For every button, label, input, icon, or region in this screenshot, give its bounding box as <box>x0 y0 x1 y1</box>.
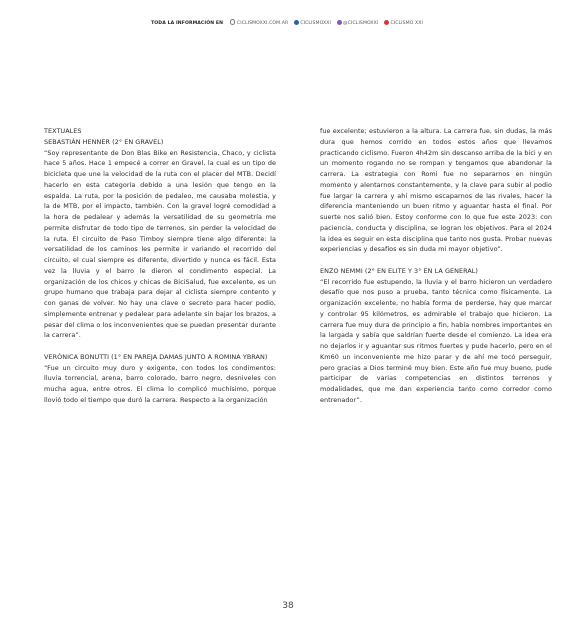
header-lead: TODA LA INFORMACIÓN EN <box>151 20 224 26</box>
interview-quote-bonutti-continued: fue excelente; estuvieron a la altura. La carrera fue, sin dudas, la más dura que hemos corrido en todos estos años que llevamos practicando ciclismo. Fueron 4h42m sin descanso arriba de la bici y en un momento rogando no se rompan y tengamos que abandonar la carrera. La estrategia con Romi fue no separarnos en ningún momento y alentarnos constantemente, y la clave para subir al podio fue largar la carrera y ahí mismo escaparnos de las rivales, hacer la diferencia manteniendo un buen ritmo y aguantar hasta el final. Por suerte nos salió bien. Estoy conforme con lo que fue este 2023: con paciencia, conducta y disciplina, se logran los objetivos. Para el 2024 la idea es seguir en esta disciplina que tanto nos gusta. Probar nuevas experiencias y desafíos es sin duda mi mayor objetivo”. <box>320 127 552 254</box>
interview-heading-nemmi: ENZO NEMMI (2° EN ELITE Y 3° EN LA GENERAL) <box>320 266 478 275</box>
interview-heading-bonutti: VERÓNICA BONUTTI (1° EN PAREJA DAMAS JUNTO A ROMINA YBRAN) <box>44 352 268 361</box>
header-youtube-link[interactable] <box>384 21 423 26</box>
youtube-icon <box>384 20 389 25</box>
page-number: 38 <box>282 601 294 611</box>
facebook-icon <box>294 20 299 25</box>
header-instagram-text: @CICLISMOXXI <box>343 20 379 26</box>
interview-quote-henner: “Soy representante de Don Blas Bike en Resistencia, Chaco, y ciclista hace 5 años. Hace 1 empecé a correr en Gravel, la cual es un tipo de bicicleta que une la velocidad de la ruta con el placer del MTB. Decidí hacerlo en esta categoría debido a una lesión que tengo en la espalda. La ruta, por la posición de pedaleo, me causaba molestia, y la de MTB, por el impacto, también. Con la gravel logré comodidad a la hora de pedalear y además la versatilidad de su geometría me permite disfrutar de todo tipo de terrenos, sin perder la velocidad de la ruta. El circuito de Paso Timboy siempre tiene algo diferente: la versatilidad de los caminos les permite ir variando el recorrido del circuito, el cual siempre es diferente, divertido y nunca es fácil. Esta vez la lluvia y el barro le dieron el condimento especial. La organización de los chicos y chicas de BiciSalud, fue excelente, es un grupo humano que trabaja para dejar al ciclista siempre contento y con ganas de volver. No hay una clave o secreto para hacer podio, simplemente entrenar y pedalear para adelante sin bajar los brazos, a pesar del clima o los inconvenientes que se puedan presentar durante la carrera”. <box>44 148 276 340</box>
header-facebook-link[interactable] <box>294 21 331 26</box>
right-column <box>320 126 552 406</box>
globe-icon <box>230 19 236 25</box>
section-title: TEXTUALES <box>44 127 82 135</box>
page-header <box>0 19 576 26</box>
header-web-link[interactable] <box>230 21 289 26</box>
spacer <box>320 255 552 266</box>
interview-heading-henner: SEBASTIÁN HENNER (2° EN GRAVEL) <box>44 137 164 146</box>
header-instagram-link[interactable] <box>337 21 379 26</box>
interview-quote-bonutti: “Fue un circuito muy duro y exigente, con todos los condimentos: lluvia torrencial, arena, barro colorado, barro negro, desniveles con mucha agua, entre otros. El clima lo complicó muchísimo, porque llovió todo el tiempo que duró la carrera. Respecto a la organización <box>44 363 276 404</box>
left-column <box>44 126 276 406</box>
header-facebook-text: CICLISMOXXI <box>300 20 331 26</box>
interview-quote-nemmi: “El recorrido fue estupendo, la lluvia y el barro hicieron un verdadero desafío que nos puso a prueba, tanto técnica como físicamente. La organización excelente, no había forma de perderse, hay que marcar y controlar 95 kilómetros, es admirable el trabajo que hicieron. La carrera fue muy dura de principio a fin, había nombres importantes en la largada y sabía que saldrían fuerte desde el comienzo. La idea era no dejarlos ir y aguantar sus ritmos fuertes y pude hacerlo, pero en el Km60 un inconveniente me hizo parar y de ahí me tocó perseguir, pero gracias a Dios terminé muy bien. Este año fue muy bueno, pude participar de varias competencias en distintos terrenos y modalidades, que me dan experiencia tanto como corredor como entrenador”. <box>320 277 552 404</box>
spacer <box>44 341 276 352</box>
instagram-icon <box>337 20 342 25</box>
header-web-text: CICLISMOXXI.COM.AR <box>236 20 289 26</box>
header-youtube-text: CICLISMO XXI <box>390 20 423 26</box>
